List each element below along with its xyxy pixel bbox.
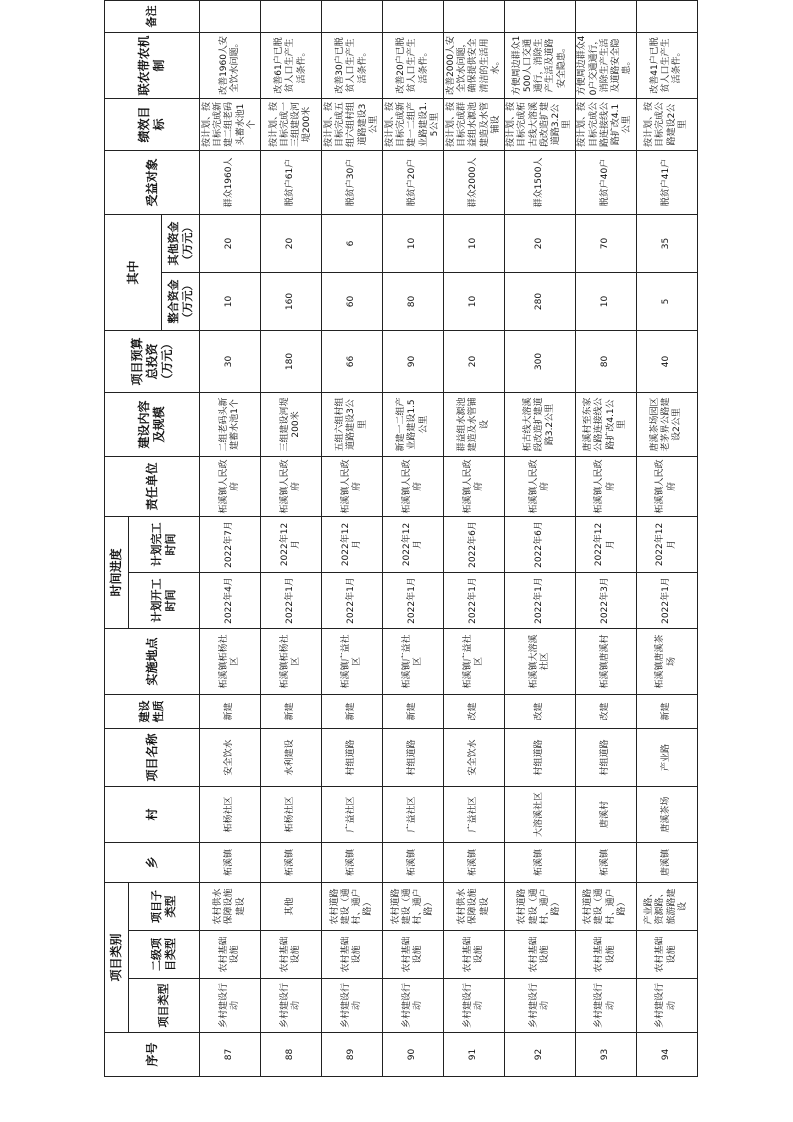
header-content: 建设内容及规模 bbox=[105, 392, 200, 456]
cell-target: 按计划、按目标完成柘古线大溶溪段改造扩建道路3.2公里 bbox=[505, 98, 576, 150]
cell-target: 按计划、按目标完成五组六组村组道路建设3公里 bbox=[322, 98, 383, 150]
cell-township: 柘溪镇 bbox=[505, 843, 576, 883]
cell-mechanism: 改善20户已脱贫人口生产生活条件。 bbox=[383, 32, 444, 98]
cell-type: 乡村建设行动 bbox=[505, 979, 576, 1033]
cell-mechanism: 改善30户已脱贫人口生产生活条件。 bbox=[322, 32, 383, 98]
cell-integrated: 160 bbox=[261, 272, 322, 330]
cell-township: 柘溪镇 bbox=[444, 843, 505, 883]
cell-other: 10 bbox=[444, 214, 505, 272]
table-row bbox=[444, 0, 505, 1076]
cell-finish: 2022年12月 bbox=[383, 516, 444, 572]
cell-remark bbox=[575, 0, 636, 32]
cell-integrated: 80 bbox=[383, 272, 444, 330]
cell-seq: 92 bbox=[505, 1033, 576, 1077]
cell-other: 6 bbox=[322, 214, 383, 272]
cell-start: 2022年1月 bbox=[261, 573, 322, 629]
header-integrated: 整合资金（万元） bbox=[162, 272, 200, 330]
cell-type: 乡村建设行动 bbox=[636, 979, 697, 1033]
cell-seq: 89 bbox=[322, 1033, 383, 1077]
header-location: 实施地点 bbox=[105, 629, 200, 695]
cell-sub: 产业路、资源路、旅游路建设 bbox=[636, 883, 697, 931]
cell-seq: 87 bbox=[200, 1033, 261, 1077]
header-category-group: 项目类别 bbox=[105, 883, 129, 1033]
cell-mechanism: 方便周边群众40户交通通行，消除生产生活及道路安全隐患。 bbox=[575, 32, 636, 98]
cell-village: 大溶溪社区 bbox=[505, 787, 576, 843]
cell-level2: 农村基础设施 bbox=[383, 931, 444, 979]
cell-village: 广益社区 bbox=[322, 787, 383, 843]
header-nature: 建设性质 bbox=[105, 695, 200, 729]
cell-budget: 20 bbox=[444, 330, 505, 392]
cell-other: 20 bbox=[261, 214, 322, 272]
cell-remark bbox=[444, 0, 505, 32]
cell-type: 乡村建设行动 bbox=[444, 979, 505, 1033]
cell-finish: 2022年12月 bbox=[575, 516, 636, 572]
cell-finish: 2022年6月 bbox=[505, 516, 576, 572]
cell-target: 按计划、按目标完成新建一二组产业路建设1.5公里 bbox=[383, 98, 444, 150]
table-row bbox=[261, 0, 322, 1076]
cell-other: 10 bbox=[383, 214, 444, 272]
cell-nature: 新建 bbox=[383, 695, 444, 729]
cell-start: 2022年4月 bbox=[200, 573, 261, 629]
cell-township: 柘溪镇 bbox=[322, 843, 383, 883]
cell-beneficiaries: 群众1500人 bbox=[505, 150, 576, 214]
cell-finish: 2022年7月 bbox=[200, 516, 261, 572]
cell-mechanism: 改善41户已脱贫人口生产生活条件。 bbox=[636, 32, 697, 98]
cell-name: 安全饮水 bbox=[200, 729, 261, 787]
cell-finish: 2022年6月 bbox=[444, 516, 505, 572]
cell-beneficiaries: 脱贫户61户 bbox=[261, 150, 322, 214]
cell-budget: 40 bbox=[636, 330, 697, 392]
cell-sub: 农村道路建设（通村、通户路） bbox=[322, 883, 383, 931]
cell-level2: 农村基础设施 bbox=[200, 931, 261, 979]
cell-seq: 88 bbox=[261, 1033, 322, 1077]
table-row bbox=[322, 0, 383, 1076]
cell-integrated: 5 bbox=[636, 272, 697, 330]
cell-seq: 90 bbox=[383, 1033, 444, 1077]
cell-mechanism: 改善61户已脱贫人口生产生活条件。 bbox=[261, 32, 322, 98]
cell-target: 按计划、按目标完成公路连接线公路扩改4.1公里 bbox=[575, 98, 636, 150]
cell-integrated: 280 bbox=[505, 272, 576, 330]
cell-township: 柘溪镇 bbox=[200, 843, 261, 883]
cell-content: 五组六组村组道路建设3公里 bbox=[322, 392, 383, 456]
cell-type: 乡村建设行动 bbox=[383, 979, 444, 1033]
cell-type: 乡村建设行动 bbox=[575, 979, 636, 1033]
header-unit: 责任单位 bbox=[105, 456, 200, 516]
cell-other: 20 bbox=[505, 214, 576, 272]
cell-integrated: 10 bbox=[200, 272, 261, 330]
cell-start: 2022年1月 bbox=[383, 573, 444, 629]
table-row bbox=[575, 0, 636, 1076]
header-start: 计划开工时间 bbox=[129, 573, 200, 629]
cell-seq: 93 bbox=[575, 1033, 636, 1077]
cell-other: 20 bbox=[200, 214, 261, 272]
cell-budget: 80 bbox=[575, 330, 636, 392]
cell-content: 新建一二组产业路建设1.5公里 bbox=[383, 392, 444, 456]
header-cat-type: 项目类型 bbox=[129, 979, 200, 1033]
table-row bbox=[383, 0, 444, 1076]
cell-township: 柘溪镇 bbox=[383, 843, 444, 883]
cell-mechanism: 改善1960人安全饮水问题。 bbox=[200, 32, 261, 98]
cell-sub: 农村供水保障设施建设 bbox=[444, 883, 505, 931]
cell-target: 按计划、按目标完成公路建设2公里 bbox=[636, 98, 697, 150]
cell-sub: 其他 bbox=[261, 883, 322, 931]
cell-unit: 柘溪镇人民政府 bbox=[200, 456, 261, 516]
cell-location: 柘溪镇唐溪村 bbox=[575, 629, 636, 695]
cell-finish: 2022年12月 bbox=[322, 516, 383, 572]
cell-integrated: 60 bbox=[322, 272, 383, 330]
cell-nature: 新建 bbox=[636, 695, 697, 729]
cell-type: 乡村建设行动 bbox=[322, 979, 383, 1033]
cell-nature: 新建 bbox=[322, 695, 383, 729]
cell-sub: 农村道路建设（通村、通户路） bbox=[575, 883, 636, 931]
cell-level2: 农村基础设施 bbox=[261, 931, 322, 979]
cell-beneficiaries: 群众2000人 bbox=[444, 150, 505, 214]
cell-budget: 66 bbox=[322, 330, 383, 392]
cell-location: 柘溪镇广益社区 bbox=[383, 629, 444, 695]
header-budget: 项目预算总投资（万元） bbox=[105, 330, 200, 392]
cell-seq: 91 bbox=[444, 1033, 505, 1077]
cell-mechanism: 方便周边群众1500人口交通通行，消除生产生活及道路安全隐患。 bbox=[505, 32, 576, 98]
cell-start: 2022年1月 bbox=[444, 573, 505, 629]
header-among: 其中 bbox=[105, 214, 162, 330]
cell-beneficiaries: 脱贫户20户 bbox=[383, 150, 444, 214]
cell-nature: 新建 bbox=[200, 695, 261, 729]
project-table bbox=[104, 0, 698, 1077]
cell-integrated: 10 bbox=[444, 272, 505, 330]
cell-village: 柘杨社区 bbox=[200, 787, 261, 843]
cell-level2: 农村基础设施 bbox=[575, 931, 636, 979]
cell-budget: 180 bbox=[261, 330, 322, 392]
header-schedule-group: 时间进度 bbox=[105, 516, 129, 628]
cell-type: 乡村建设行动 bbox=[200, 979, 261, 1033]
cell-start: 2022年1月 bbox=[636, 573, 697, 629]
cell-level2: 农村基础设施 bbox=[322, 931, 383, 979]
cell-level2: 农村基础设施 bbox=[636, 931, 697, 979]
table-row bbox=[200, 0, 261, 1076]
header-target: 绩效目标 bbox=[105, 98, 200, 150]
table-row bbox=[636, 0, 697, 1076]
cell-village: 柘杨社区 bbox=[261, 787, 322, 843]
cell-content: 群益组水源池建造及水管铺设 bbox=[444, 392, 505, 456]
cell-seq: 94 bbox=[636, 1033, 697, 1077]
cell-budget: 300 bbox=[505, 330, 576, 392]
cell-remark bbox=[322, 0, 383, 32]
cell-township: 柘溪镇 bbox=[261, 843, 322, 883]
header-name: 项目名称 bbox=[105, 729, 200, 787]
header-remark: 备注 bbox=[105, 0, 200, 32]
cell-name: 村组道路 bbox=[575, 729, 636, 787]
cell-beneficiaries: 群众1960人 bbox=[200, 150, 261, 214]
cell-remark bbox=[261, 0, 322, 32]
cell-location: 柘溪镇广益社区 bbox=[444, 629, 505, 695]
cell-content: 二组老码头新建蓄水池1个 bbox=[200, 392, 261, 456]
header-other: 其他资金（万元） bbox=[162, 214, 200, 272]
cell-start: 2022年1月 bbox=[322, 573, 383, 629]
cell-sub: 农村道路建设（通村、通户路） bbox=[505, 883, 576, 931]
header-village: 村 bbox=[105, 787, 200, 843]
cell-unit: 柘溪镇人民政府 bbox=[322, 456, 383, 516]
header-beneficiaries: 受益对象 bbox=[105, 150, 200, 214]
cell-mechanism: 改善2000人安全饮水问题，确保提供安全清洁的生活用水。 bbox=[444, 32, 505, 98]
cell-finish: 2022年12月 bbox=[261, 516, 322, 572]
header-cat-level2: 二级项目类型 bbox=[129, 931, 200, 979]
rotated-document bbox=[104, 5, 694, 1077]
cell-township: 柘溪镇 bbox=[575, 843, 636, 883]
table-row bbox=[505, 0, 576, 1076]
cell-unit: 柘溪镇人民政府 bbox=[383, 456, 444, 516]
cell-location: 柘溪镇唐溪茶场 bbox=[636, 629, 697, 695]
cell-other: 35 bbox=[636, 214, 697, 272]
cell-village: 广益社区 bbox=[383, 787, 444, 843]
cell-sub: 农村道路建设（通村、通户路） bbox=[383, 883, 444, 931]
cell-remark bbox=[636, 0, 697, 32]
cell-start: 2022年1月 bbox=[505, 573, 576, 629]
cell-village: 唐溪村 bbox=[575, 787, 636, 843]
cell-location: 柘溪镇柘杨社区 bbox=[200, 629, 261, 695]
cell-name: 村组道路 bbox=[322, 729, 383, 787]
cell-content: 三组建设河堤200米 bbox=[261, 392, 322, 456]
cell-type: 乡村建设行动 bbox=[261, 979, 322, 1033]
cell-name: 村组道路 bbox=[383, 729, 444, 787]
cell-target: 按计划、按目标完成新建二组老码头蓄水池1个 bbox=[200, 98, 261, 150]
cell-remark bbox=[383, 0, 444, 32]
cell-other: 70 bbox=[575, 214, 636, 272]
cell-nature: 改建 bbox=[505, 695, 576, 729]
cell-integrated: 10 bbox=[575, 272, 636, 330]
header-cat-sub: 项目子类型 bbox=[129, 883, 200, 931]
cell-finish: 2022年12月 bbox=[636, 516, 697, 572]
header-mechanism: 联农带农机制 bbox=[105, 32, 200, 98]
cell-beneficiaries: 脱贫户30户 bbox=[322, 150, 383, 214]
cell-village: 广益社区 bbox=[444, 787, 505, 843]
cell-beneficiaries: 脱贫户40户 bbox=[575, 150, 636, 214]
cell-start: 2022年3月 bbox=[575, 573, 636, 629]
cell-sub: 农村供水保障设施建设 bbox=[200, 883, 261, 931]
cell-location: 柘溪镇柘杨社区 bbox=[261, 629, 322, 695]
cell-name: 产业路 bbox=[636, 729, 697, 787]
cell-unit: 柘溪镇人民政府 bbox=[505, 456, 576, 516]
cell-level2: 农村基础设施 bbox=[444, 931, 505, 979]
cell-content: 柘古线大溶溪段改造扩建道路3.2公里 bbox=[505, 392, 576, 456]
cell-location: 柘溪镇大溶溪社区 bbox=[505, 629, 576, 695]
cell-unit: 柘溪镇人民政府 bbox=[575, 456, 636, 516]
cell-target: 按计划、按目标完成一三组建设河堤200米 bbox=[261, 98, 322, 150]
cell-level2: 农村基础设施 bbox=[505, 931, 576, 979]
cell-name: 水利建设 bbox=[261, 729, 322, 787]
cell-name: 村组道路 bbox=[505, 729, 576, 787]
cell-budget: 90 bbox=[383, 330, 444, 392]
cell-name: 安全饮水 bbox=[444, 729, 505, 787]
cell-content: 唐溪茶场园区老茅界公路建设2公里 bbox=[636, 392, 697, 456]
cell-village: 唐溪茶场 bbox=[636, 787, 697, 843]
cell-unit: 柘溪镇人民政府 bbox=[444, 456, 505, 516]
cell-unit: 柘溪镇人民政府 bbox=[636, 456, 697, 516]
cell-nature: 改建 bbox=[444, 695, 505, 729]
cell-beneficiaries: 脱贫户41户 bbox=[636, 150, 697, 214]
cell-nature: 新建 bbox=[261, 695, 322, 729]
cell-unit: 柘溪镇人民政府 bbox=[261, 456, 322, 516]
cell-remark bbox=[200, 0, 261, 32]
header-township: 乡 bbox=[105, 843, 200, 883]
cell-nature: 改建 bbox=[575, 695, 636, 729]
cell-budget: 30 bbox=[200, 330, 261, 392]
header-finish: 计划完工时间 bbox=[129, 516, 200, 572]
header-seq: 序号 bbox=[105, 1033, 200, 1077]
cell-target: 按计划、按目标完成群益组水源池建造及水管铺设 bbox=[444, 98, 505, 150]
cell-remark bbox=[505, 0, 576, 32]
cell-location: 柘溪镇广益社区 bbox=[322, 629, 383, 695]
cell-content: 唐溪村至东家公路连接线公路扩改4.1公里 bbox=[575, 392, 636, 456]
cell-township: 唐溪镇 bbox=[636, 843, 697, 883]
